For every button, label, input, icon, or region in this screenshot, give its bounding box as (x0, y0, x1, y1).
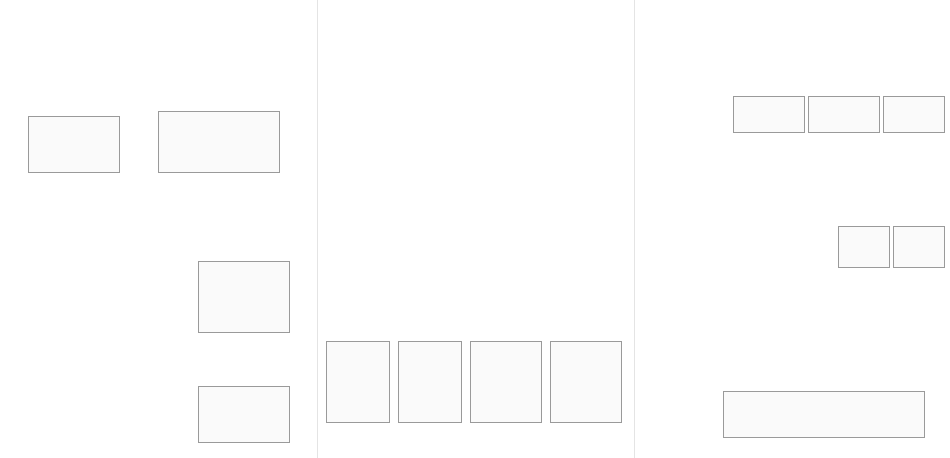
figure-q11 (198, 386, 290, 443)
figure-q13-a (733, 96, 805, 133)
figure-q13-b (808, 96, 880, 133)
exam-page-right (635, 0, 950, 458)
exam-page-middle (318, 0, 634, 458)
figure-q10 (198, 261, 290, 333)
figure-jia (28, 116, 120, 173)
left-column-content (8, 6, 308, 446)
right-column-content (643, 6, 943, 446)
figure-yi (158, 111, 280, 173)
middle-column-content (326, 6, 626, 446)
figure-q13-c (883, 96, 945, 133)
figure-q15 (723, 391, 925, 438)
figure-q14-b (893, 226, 945, 268)
exam-page-left (0, 0, 317, 458)
figure-d (550, 341, 622, 423)
figure-a (326, 341, 390, 423)
figure-b (398, 341, 462, 423)
figure-q14-a (838, 226, 890, 268)
figure-c (470, 341, 542, 423)
